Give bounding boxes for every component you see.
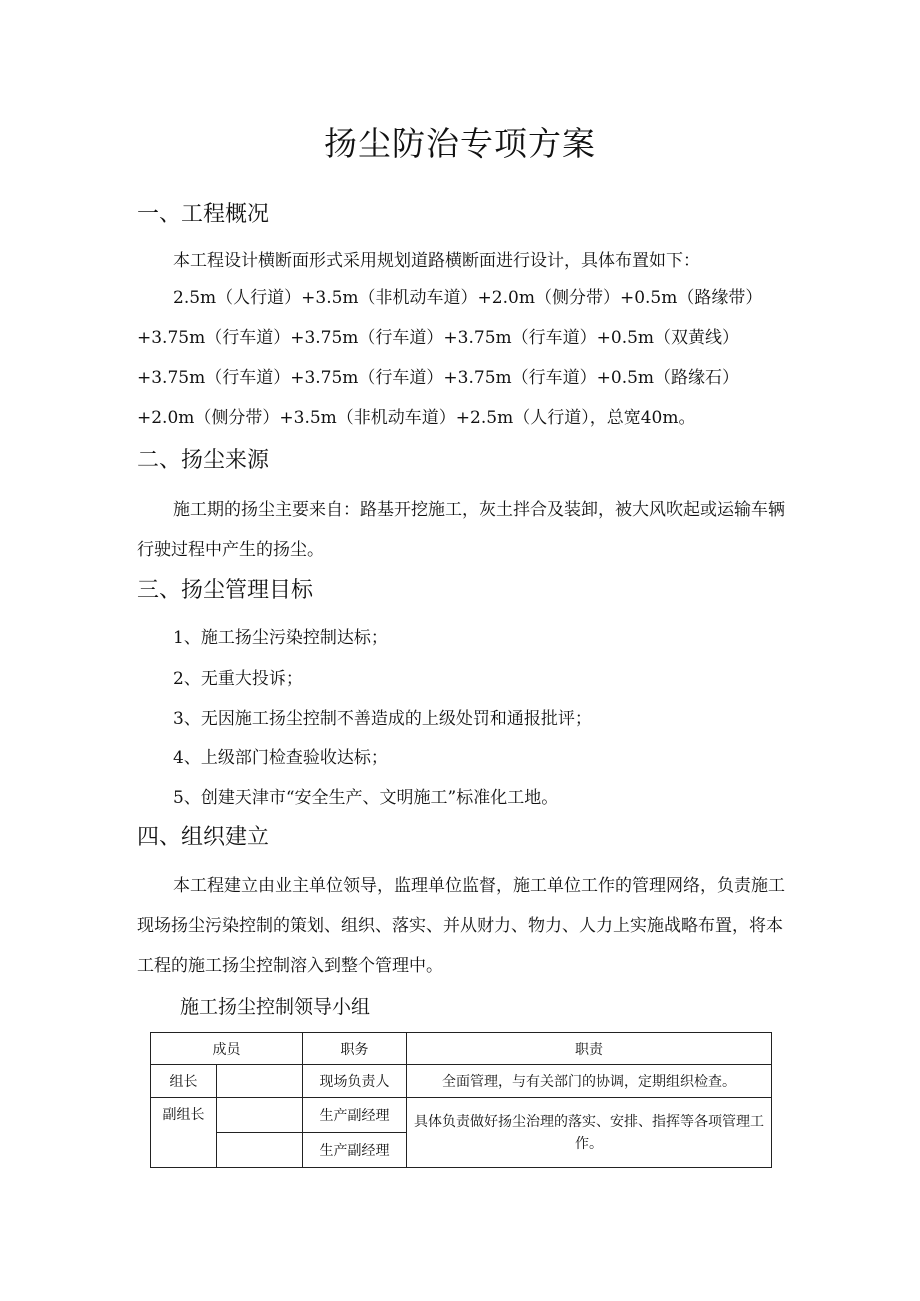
organization-paragraph: 本工程建立由业主单位领导，监理单位监督，施工单位工作的管理网络，负责施工现场扬尘污染控制的策划、组织、落实、并从财力、物力、人力上实施战略布置，将本工程的施工扬尘控制溶入到整个管理中。 [137,876,785,976]
table-caption: 施工扬尘控制领导小组 [180,996,371,1018]
header-member: 成员 [151,1033,303,1065]
section-heading-overview: 一、工程概况 [137,202,270,227]
page-title: 扬尘防治专项方案 [324,124,596,163]
section-heading-organization: 四、组织建立 [137,825,270,850]
goal-item-1: 1、施工扬尘污染控制达标； [173,628,388,648]
overview-paragraph-1: 本工程设计横断面形式采用规划道路横断面进行设计，具体布置如下： [173,251,700,271]
goal-item-4: 4、上级部门检查验收达标； [173,748,388,768]
table-header-row [151,1033,772,1065]
duty-cell: 具体负责做好扬尘治理的落实、安排、指挥等各项管理工作。 [407,1098,772,1168]
goal-item-2: 2、无重大投诉； [173,669,303,689]
member-name-cell [217,1098,303,1133]
member-name-cell [217,1065,303,1098]
header-duty: 职责 [407,1033,772,1065]
dust-source-paragraph: 施工期的扬尘主要来自：路基开挖施工，灰土拌合及装卸，被大风吹起或运输车辆行驶过程中产生的扬尘。 [137,500,785,560]
position-cell: 生产副经理 [303,1098,407,1133]
duty-cell: 全面管理，与有关部门的协调，定期组织检查。 [407,1065,772,1098]
goal-item-3: 3、无因施工扬尘控制不善造成的上级处罚和通报批评； [173,709,592,729]
member-name-cell [217,1133,303,1168]
leadership-group-table [150,1032,772,1168]
overview-paragraph-2: 2.5m（人行道）+3.5m（非机动车道）+2.0m（侧分带）+0.5m（路缘带）+3.75m（行车道）+3.75m（行车道）+3.75m（行车道）+0.5m（双黄线）+3.75m（行车道）+3.75m（行车道）+3.75m（行车道）+0.5m（路缘石）+2.0m（侧分带）+3.5m（非机动车道）+2.5m（人行道），总宽40m。 [137,288,763,428]
section-heading-dust-source: 二、扬尘来源 [137,448,270,473]
position-cell: 现场负责人 [303,1065,407,1098]
position-cell: 生产副经理 [303,1133,407,1168]
header-position: 职务 [303,1033,407,1065]
goal-item-5: 5、创建天津市“安全生产、文明施工”标准化工地。 [173,788,559,808]
member-role-cell: 副组长 [151,1098,217,1168]
member-role-cell: 组长 [151,1065,217,1098]
table-row [151,1098,772,1133]
table-row [151,1065,772,1098]
section-heading-management-goals: 三、扬尘管理目标 [137,578,314,603]
